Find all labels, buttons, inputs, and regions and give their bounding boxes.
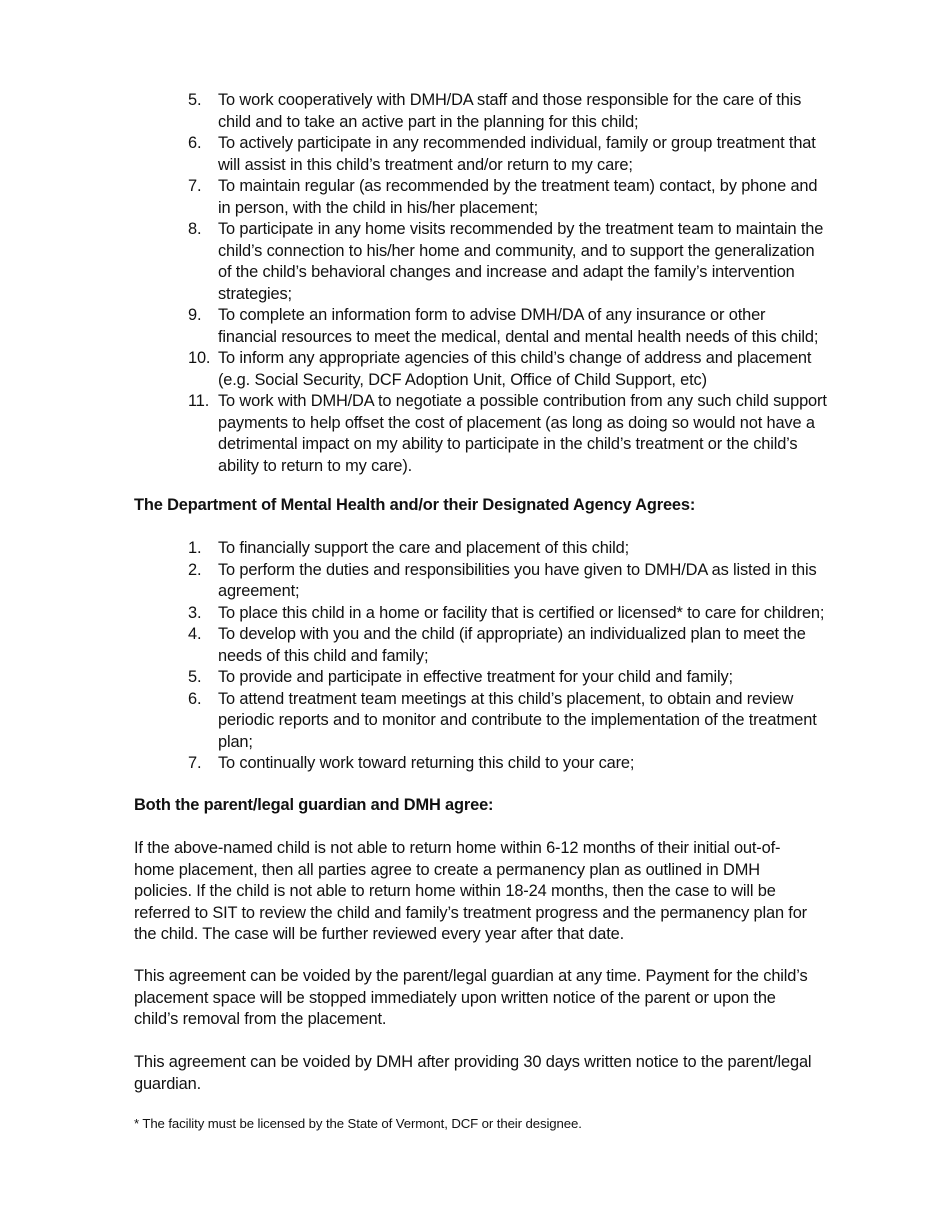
both-agree-heading: Both the parent/legal guardian and DMH agree: xyxy=(134,796,494,814)
footnote: * The facility must be licensed by the State of Vermont, DCF or their designee. xyxy=(134,1116,582,1131)
list-item xyxy=(188,753,828,775)
list-item-number: 1. xyxy=(188,539,202,557)
list-item-text: To financially support the care and placement of this child; xyxy=(218,539,630,557)
list-item-number: 4. xyxy=(188,625,202,643)
list-item-text: To maintain regular (as recommended by the treatment team) contact, by phone and in person, with the child in his/her placement; xyxy=(218,177,818,217)
list-item xyxy=(188,667,828,689)
list-item-number: 5. xyxy=(188,668,202,686)
list-item-text: To inform any appropriate agencies of this child’s change of address and placement (e.g. Social Security, DCF Adoption Unit, Office of Child Support, etc) xyxy=(218,349,812,389)
list-item xyxy=(188,689,828,754)
list-item-number: 6. xyxy=(188,134,202,152)
parent-responsibilities-list xyxy=(188,90,828,477)
list-item-number: 5. xyxy=(188,91,202,109)
list-item-number: 8. xyxy=(188,220,202,238)
list-item-text: To perform the duties and responsibilities you have given to DMH/DA as listed in this agreement; xyxy=(218,560,817,600)
list-item-number: 10. xyxy=(188,349,211,367)
permanency-paragraph: If the above-named child is not able to return home within 6-12 months of their initial out-of-home placement, then all parties agree to create a permanency plan as outlined in DMH policies. If the child is not able to return home within 18-24 months, then the case to will be referred to SIT to review the child and family’s treatment progress and the permanency plan for the child. The case will be further reviewed every year after that date. xyxy=(134,839,807,943)
list-item-number: 6. xyxy=(188,689,202,708)
list-item xyxy=(188,624,828,667)
list-item-number: 11. xyxy=(188,392,210,410)
list-item xyxy=(188,305,828,348)
list-item-text: To participate in any home visits recommended by the treatment team to maintain the child’s connection to his/her home and community, and to support the generalization of the child’s behavioral changes and increase and adapt the family’s intervention strategies; xyxy=(218,220,824,303)
list-item-text: To actively participate in any recommended individual, family or group treatment that will assist in this child’s treatment and/or return to my care; xyxy=(218,134,816,174)
list-item-number: 7. xyxy=(188,177,202,195)
list-item xyxy=(188,603,828,625)
list-item-number: 9. xyxy=(188,306,202,324)
dmh-void-paragraph: This agreement can be voided by DMH after providing 30 days written notice to the parent/legal guardian. xyxy=(134,1053,812,1093)
list-item-number: 2. xyxy=(188,560,202,579)
list-item-number: 7. xyxy=(188,754,202,772)
list-item xyxy=(188,133,828,176)
list-item-text: To complete an information form to advise DMH/DA of any insurance or other financial resources to meet the medical, dental and mental health needs of this child; xyxy=(218,306,819,346)
list-item-text: To provide and participate in effective treatment for your child and family; xyxy=(218,668,733,686)
list-item-text: To continually work toward returning this child to your care; xyxy=(218,754,635,772)
dmh-responsibilities-list xyxy=(188,538,828,775)
list-item-number: 3. xyxy=(188,603,202,622)
list-item xyxy=(188,90,828,133)
dmh-agrees-heading: The Department of Mental Health and/or their Designated Agency Agrees: xyxy=(134,496,696,514)
list-item xyxy=(188,391,828,477)
list-item-text: To place this child in a home or facility that is certified or licensed* to care for children; xyxy=(218,603,825,622)
parent-void-paragraph: This agreement can be voided by the parent/legal guardian at any time. Payment for the child’s placement space will be stopped immediately upon written notice of the parent or upon the child’s removal from the placement. xyxy=(134,967,808,1028)
list-item xyxy=(188,538,828,560)
list-item-text: To develop with you and the child (if appropriate) an individualized plan to meet the needs of this child and family; xyxy=(218,625,806,665)
list-item-text: To work with DMH/DA to negotiate a possible contribution from any such child support payments to help offset the cost of placement (as long as doing so would not have a detrimental impact on my ability to participate in the child’s treatment or the child’s ability to return to my care). xyxy=(218,392,827,475)
list-item xyxy=(188,176,828,219)
list-item-text: To work cooperatively with DMH/DA staff and those responsible for the care of this child and to take an active part in the planning for this child; xyxy=(218,91,802,131)
list-item xyxy=(188,219,828,305)
list-item-text: To attend treatment team meetings at this child’s placement, to obtain and review periodic reports and to monitor and contribute to the implementation of the treatment plan; xyxy=(218,689,817,751)
list-item xyxy=(188,560,828,603)
list-item xyxy=(188,348,828,391)
